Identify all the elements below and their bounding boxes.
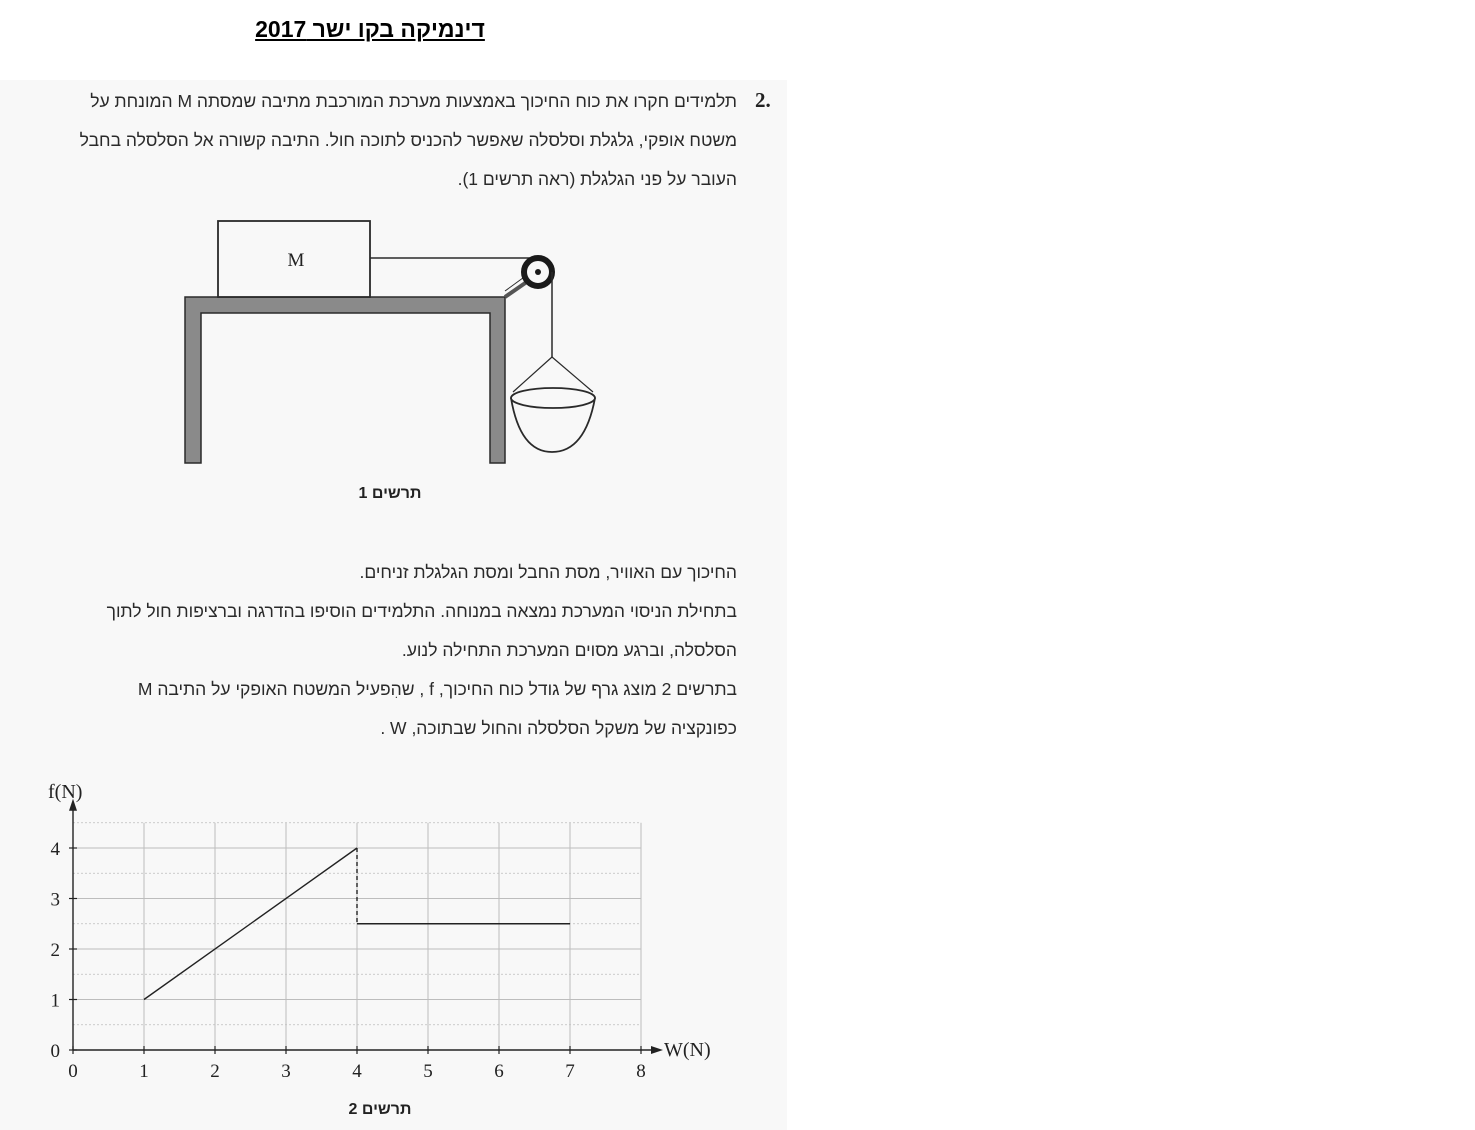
figure2-caption: תרשים 2: [348, 1101, 412, 1118]
x-tick-label: 5: [423, 1061, 433, 1082]
intro-line: משטח אופקי, גלגלת וסלסלה שאפשר להכניס לתוכה חול. התיבה קשורה אל הסלסלה בחבל: [79, 130, 737, 150]
x-tick-label: 1: [139, 1061, 149, 1082]
x-tick-label: 3: [281, 1061, 291, 1082]
x-axis-label: W(N): [664, 1039, 711, 1061]
friction-chart: [0, 760, 787, 1130]
x-tick-label: 2: [210, 1061, 220, 1082]
page-title: דינמיקה בקו ישר 2017: [255, 16, 485, 42]
y-tick-label: 3: [50, 889, 60, 911]
basket-rim: [511, 388, 595, 408]
x-tick-label: 8: [636, 1061, 646, 1082]
x-axis-arrow: [651, 1046, 663, 1054]
body-line: בתחילת הניסוי המערכת נמצאה במנוחה. התלמידים הוסיפו בהדרגה וברציפות חול לתוך: [106, 601, 737, 621]
y-tick-label: 1: [50, 990, 60, 1012]
intro-line: העובר על פני הגלגלת (ראה תרשים 1).: [457, 169, 737, 189]
x-tick-label: 7: [565, 1061, 575, 1082]
y-tick-label: 0: [50, 1041, 60, 1062]
figure1-diagram: [0, 0, 787, 490]
y-axis-label: f(N): [48, 781, 83, 803]
chart-ticks: [51, 839, 646, 1082]
y-tick-label: 2: [50, 940, 60, 961]
question-number: 2.: [755, 88, 771, 112]
question-body: [60, 553, 737, 748]
chart-axes: [69, 799, 663, 1054]
body-line: בתרשים 2 מוצג גרף של גודל כוח החיכוך, f , שהִפעיל המשטח האופקי על התיבה M: [137, 679, 737, 699]
x-tick-label: 6: [494, 1061, 504, 1082]
body-line: החיכוך עם האוויר, מסת החבל ומסת הגלגלת זניחים.: [359, 562, 737, 582]
x-tick-label: 4: [352, 1061, 362, 1082]
table-frame: [185, 297, 505, 463]
block-m-label: M: [287, 250, 305, 271]
body-line: כפונקציה של משקל הסלסלה והחול שבתוכה, W .: [380, 718, 737, 738]
body-line: הסלסלה, וברגע מסוים המערכת התחילה לנוע.: [401, 640, 737, 660]
x-tick-label: 0: [68, 1061, 78, 1082]
intro-line: תלמידים חקרו את כוח החיכוך באמצעות מערכת המורכבת מתיבה שמסתה M המונחת על: [90, 91, 737, 111]
y-tick-label: 4: [50, 839, 60, 860]
figure1-caption: תרשים 1: [358, 485, 422, 502]
